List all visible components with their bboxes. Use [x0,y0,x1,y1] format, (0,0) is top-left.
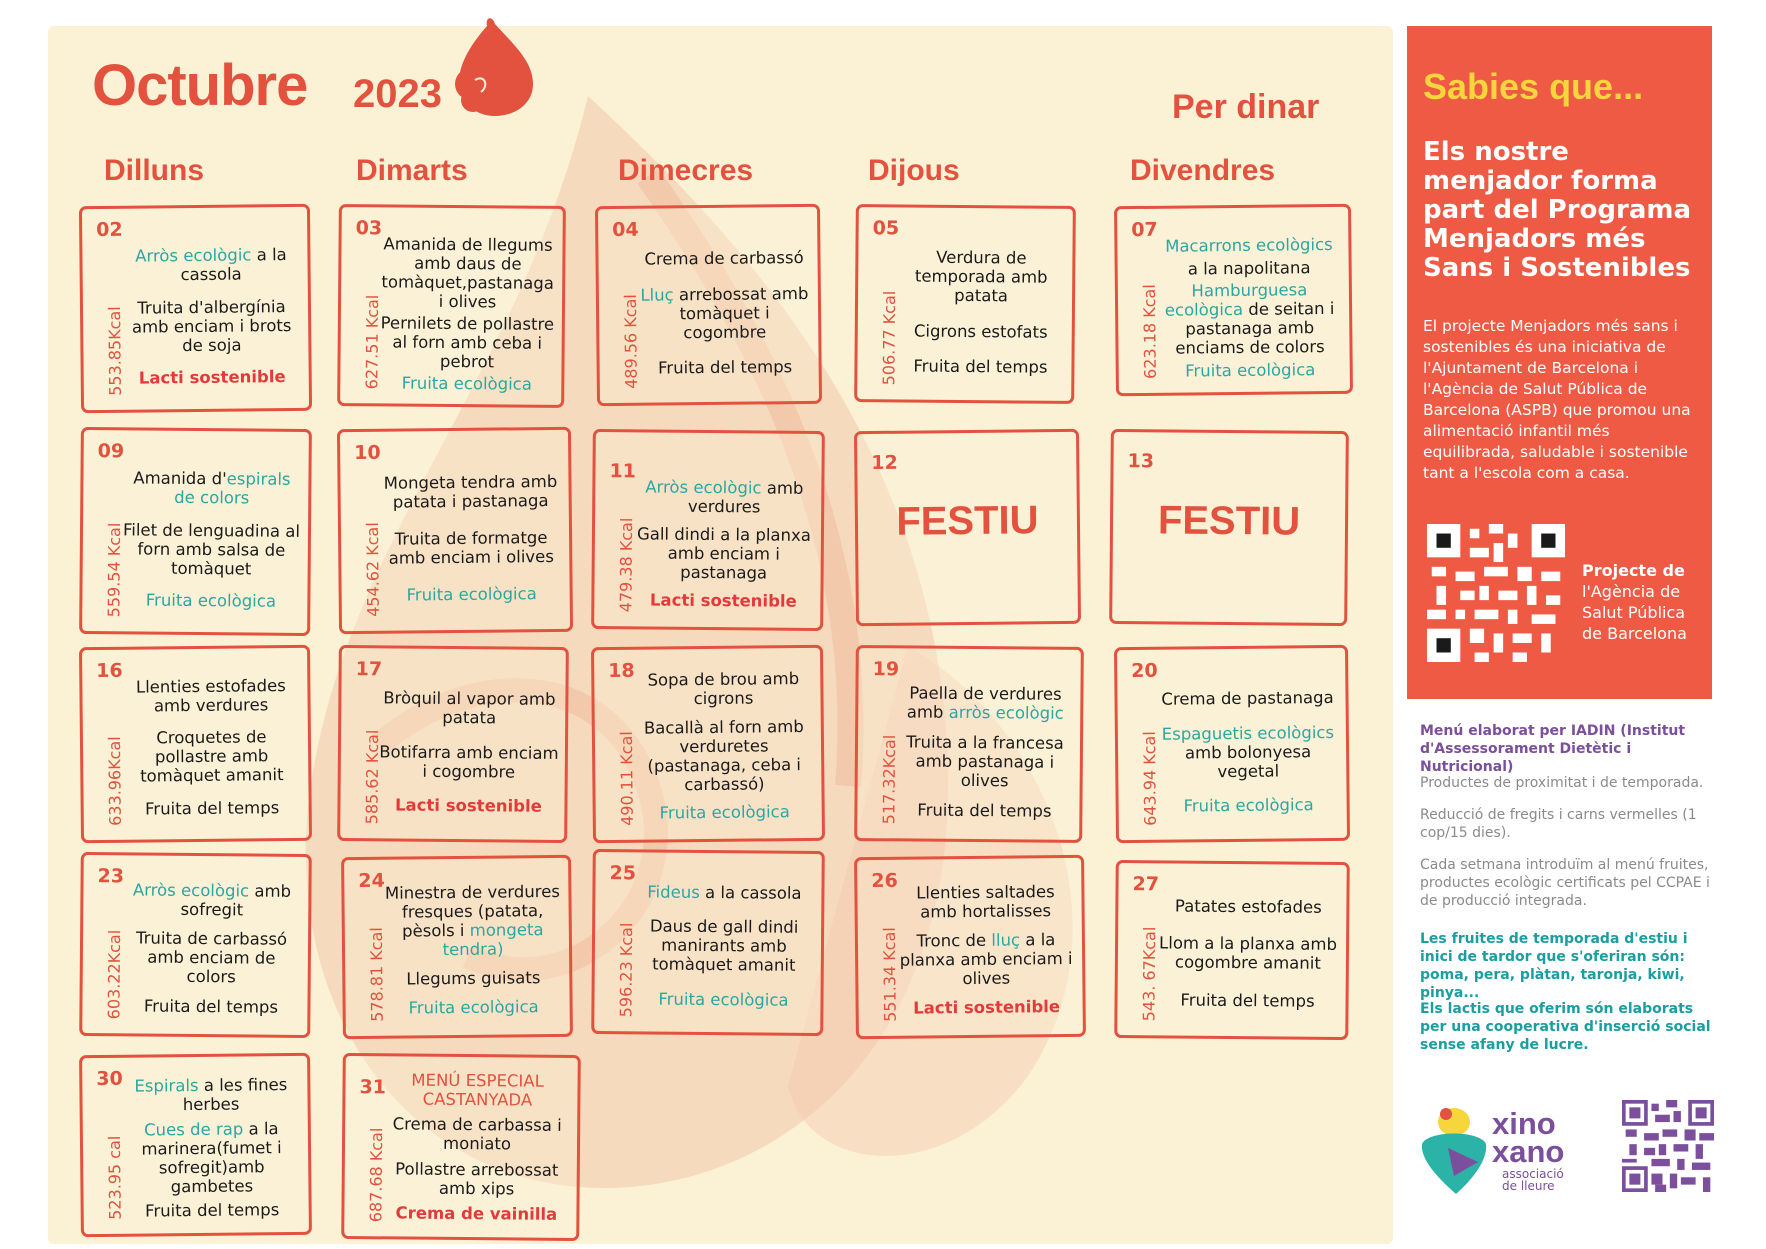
menu-item: Fruita ecològica [1183,795,1314,816]
year-label: 2023 [353,72,442,116]
day-number: 07 [1131,218,1158,242]
day-number: 26 [871,869,898,893]
day-cell-24[interactable] [341,855,573,1039]
menu-item: Sopa de brou amb cigrons [647,669,800,709]
menu-item: Cigrons estofats [913,321,1048,342]
day-cell-11[interactable] [591,429,825,631]
iadin-note: Menú elaborat per IADIN (Institut d'Assessorament Dietètic i Nutricional) [1420,723,1686,775]
menu-item: Fruita del temps [1180,990,1315,1011]
day-name-wednesday: Dimecres [618,154,754,187]
qr-code-icon[interactable] [1427,524,1565,662]
sidebar-headline: Els nostre menjador forma part del Programa Menjadors més Sans i Sostenibles [1423,137,1692,283]
kcal-label: 623.18 Kcal [1139,284,1160,379]
menu-item: Llenties estofades amb verdures [135,675,286,715]
menu-item: Pernilets de pollastre al forn amb ceba i pebrot [380,313,555,372]
menu-item: Fruita del temps [143,996,279,1017]
kcal-label: 603.22Kcal [104,929,125,1020]
day-number: 31 [359,1076,387,1099]
menu-item: Truita a la francesa amb pastanaga i olives [906,732,1064,791]
day-number: 13 [1127,450,1155,473]
day-cell-07[interactable] [1114,204,1353,396]
menu-item: Tronc de lluç a la planxa amb enciam i olives [899,930,1073,989]
menu-item: Fruita ecològica [408,997,539,1018]
kcal-label: 517.32Kcal [879,734,900,825]
day-number: 11 [609,460,637,483]
day-cell-20[interactable] [1114,645,1350,843]
menu-item: Llegums guisats [406,968,541,989]
menu-item: Truita d'albergínia amb enciam i brots de soja [131,296,292,355]
day-number: 12 [871,451,898,475]
day-name-thursday: Dijous [868,154,960,187]
chestnut-icon [445,12,555,122]
day-cell-10[interactable] [337,427,573,634]
menu-item: Crema de carbassó [644,247,804,269]
day-cell-12[interactable] [854,429,1081,626]
day-cell-25[interactable] [591,849,825,1036]
day-name-monday: Dilluns [104,154,205,187]
menu-item: Fruita ecològica [1185,360,1316,381]
day-number: 19 [872,658,900,681]
note-dairy: Els lactis que oferim són elaborats per una cooperativa d'inserció social sense afany de lucre. [1420,1001,1711,1053]
day-number: 18 [608,659,635,683]
menu-item: Arròs ecològic amb sofregit [132,879,292,919]
menu-item: Pollastre arrebossat amb xips [395,1158,559,1199]
day-number: 02 [96,218,123,242]
day-cell-23[interactable] [79,852,312,1038]
sidebar-title: Sabies que... [1423,66,1644,107]
menu-item: Amanida de llegums amb daus de tomàquet,pastanaga i olives [381,234,555,312]
menu-item: a la napolitana [1187,257,1311,279]
kcal-label: 596.23 Kcal [616,922,637,1018]
kcal-label: 585.62 Kcal [362,729,383,825]
menu-list [120,231,303,402]
kcal-label: 627.51 Kcal [362,294,383,390]
menu-item: Bacallà al forn amb verduretes (pastanaga, ceba i carbassó) [643,716,804,794]
menu-item: Fruita del temps [144,797,280,819]
kcal-label: 479.38 Kcal [616,517,637,613]
day-cell-03[interactable] [337,204,566,408]
menu-item: Filet de lenguadina al forn amb salsa de tomàquet [122,519,301,578]
menu-list [1155,231,1344,385]
kcal-label: 551.34 Kcal [879,927,900,1022]
special-menu-title: MENÚ ESPECIAL CASTANYADA [411,1070,544,1110]
month-title: Octubre [92,53,308,118]
menu-item: Llom a la planxa amb cogombre amanit [1159,933,1338,973]
menu-list [120,454,302,625]
day-number: 24 [358,869,385,893]
menu-list [895,872,1077,1028]
menu-item: Gall dindi a la planxa amb enciam i pastanaga [636,524,812,583]
day-number: 20 [1131,659,1158,683]
menu-list [632,866,815,1025]
menu-item: Fruita del temps [657,357,793,378]
day-number: 09 [97,440,125,463]
menu-item: Crema de carbassa i moniato [392,1114,562,1154]
day-cell-16[interactable] [79,645,312,843]
kcal-label: 559.54 Kcal [104,522,125,618]
menu-item: Crema de pastanaga [1161,687,1334,709]
menu-item: Patates estofades [1174,896,1322,917]
menu-item: Lluç arrebossat amb tomàquet i cogombre [640,283,809,342]
day-name-tuesday: Dimarts [356,154,468,187]
day-number: 16 [96,659,123,683]
menu-item: Espaguetis ecològics amb bolonyesa vegetal [1161,722,1335,781]
kcal-label: 553.85Kcal [104,306,125,396]
kcal-label: 506.77 Kcal [879,290,900,386]
day-cell-13[interactable] [1109,429,1349,626]
day-cell-02[interactable] [79,204,312,413]
menu-item: Mongeta tendra amb patata i pastanaga [383,471,558,512]
menu-item: Fruita ecològica [406,584,537,605]
day-number: 03 [355,217,383,240]
menu-list [378,454,564,623]
kcal-label: 643.94 Kcal [1139,731,1160,826]
day-cell-26[interactable] [854,855,1086,1039]
day-cell-04[interactable] [595,204,822,406]
kcal-label: 578.81 Kcal [366,927,387,1022]
menu-item: Llenties saltades amb hortalisses [916,882,1055,922]
day-number: 05 [872,217,900,240]
day-cell-30[interactable] [79,1053,312,1237]
menu-list [1155,877,1340,1029]
day-number: 17 [355,658,383,681]
kcal-label: 523.95 cal [104,1135,125,1220]
day-cell-18[interactable] [591,645,825,843]
menu-item: Truita de formatge amb enciam i olives [388,528,554,568]
menu-list [895,231,1066,392]
info-sidebar [1407,26,1712,699]
menu-list [636,231,813,395]
holiday-label: FESTIU [896,498,1039,544]
note-organic: Cada setmana introduïm al menú fruites, productes ecològic certificats pel CCPAE i de producció integrada. [1420,857,1710,909]
menu-list [895,672,1074,832]
kcal-label: 454.62 Kcal [362,522,383,617]
menu-item: Cues de rap a la marinera(fumet i sofregit)amb gambetes [141,1118,282,1196]
menu-item: Fruita ecològica [401,373,532,394]
menu-item: Fruita del temps [917,800,1052,821]
note-proximity: Productes de proximitat i de temporada. [1420,775,1704,791]
menu-list [632,660,816,832]
day-cell-31[interactable] [341,1053,581,1241]
menu-item: Lacti sostenible [649,590,797,611]
menu-item: Lacti sostenible [138,367,286,388]
menu-list [378,231,556,397]
kcal-label: 633.96Kcal [104,736,125,826]
day-cell-17[interactable] [337,645,569,843]
menu-item: Fruita ecològica [659,801,790,823]
menu-item: Espirals a les fines herbes [134,1075,288,1115]
menu-item: Botifarra amb enciam i cogombre [379,741,559,782]
menu-item: Lacti sostenible [394,795,542,817]
menu-list [382,1064,571,1230]
day-cell-27[interactable] [1114,860,1350,1040]
menu-item: Fruita del temps [144,1199,280,1221]
note-fruits: Les fruites de temporada d'estiu i inici de tardor que s'oferiran són: poma, pera, plàtan, taronja, kiwi, pinya... [1420,931,1688,1001]
qr-code-icon[interactable] [1622,1100,1714,1192]
holiday-label: FESTIU [1157,498,1301,544]
menu-item: Minestra de verdures fresques (patata, pèsols i mongeta tendra) [384,881,561,960]
menu-list [120,662,303,832]
day-cell-05[interactable] [854,204,1076,404]
kcal-label: 489.56 Kcal [620,294,641,389]
menu-item: Fideus a la cassola [647,881,802,903]
menu-item: Truita de carbassó amb enciam de colors [135,928,288,987]
meal-label: Per dinar [1172,88,1320,126]
logo-wordmark: xino xano [1492,1106,1565,1169]
menu-item: Paella de verdures amb arròs ecològic [906,683,1064,723]
menu-item: Hamburguesa ecològica de seitan i pastanaga amb enciams de colors [1164,280,1335,359]
day-number: 27 [1132,873,1160,896]
menu-item: Daus de gall dindi manirants amb tomàquet amanit [649,916,799,975]
day-number: 04 [612,218,639,242]
sidebar-body: El projecte Menjadors més sans i sostenibles és una iniciativa de l'Ajuntament de Barcelona i l'Agència de Salut Pública de Barcelona (ASPB) que promou una alimentació infantil més equilibrada, saludable i sostenible tant a l'escola com a casa. [1423,317,1691,482]
day-number: 30 [96,1067,123,1091]
menu-list [1155,672,1341,832]
menu-list [378,672,559,832]
menu-item: Arròs ecològic amb verdures [645,477,804,517]
project-label: Projecte de l'Agència de Salut Pública de Barcelona [1582,561,1687,643]
menu-item: Bròquil al vapor amb patata [383,688,556,728]
day-number: 23 [97,865,125,888]
xinoxano-logo [1418,1100,1598,1200]
day-cell-09[interactable] [79,427,312,636]
menu-item: Fruita ecològica [145,590,277,611]
menu-item: Verdura de temporada amb patata [914,247,1048,306]
kcal-label: 490.11 Kcal [616,731,637,826]
day-number: 10 [354,441,381,465]
menu-item: Amanida d'espirals de colors [133,468,291,508]
menu-item: Fruita ecològica [658,989,789,1010]
day-name-friday: Divendres [1130,154,1276,187]
day-cell-19[interactable] [854,645,1084,843]
logo-subtitle: associació de lleure [1502,1167,1564,1193]
menu-item: Lacti sostenible [913,997,1061,1018]
menu-list [120,1070,303,1226]
menu-item: Fruita del temps [913,356,1048,377]
menu-list [120,869,302,1027]
kcal-label: 687.68 Kcal [366,1127,387,1223]
day-number: 25 [609,862,637,885]
menu-item: Arròs ecològic a la cassola [135,244,287,284]
menu-list [382,872,564,1028]
menu-item: Croquetes de pollastre amb tomàquet amanit [140,727,284,786]
note-fried: Reducció de fregits i carns vermelles (1 cop/15 dies). [1420,807,1697,841]
kcal-label: 543. 67Kcal [1139,926,1160,1022]
spinning-top-icon [1418,1100,1490,1196]
menu-item: Crema de vainilla [395,1203,558,1224]
menu-item: Macarrons ecològics [1165,234,1333,256]
menu-list [632,468,815,620]
